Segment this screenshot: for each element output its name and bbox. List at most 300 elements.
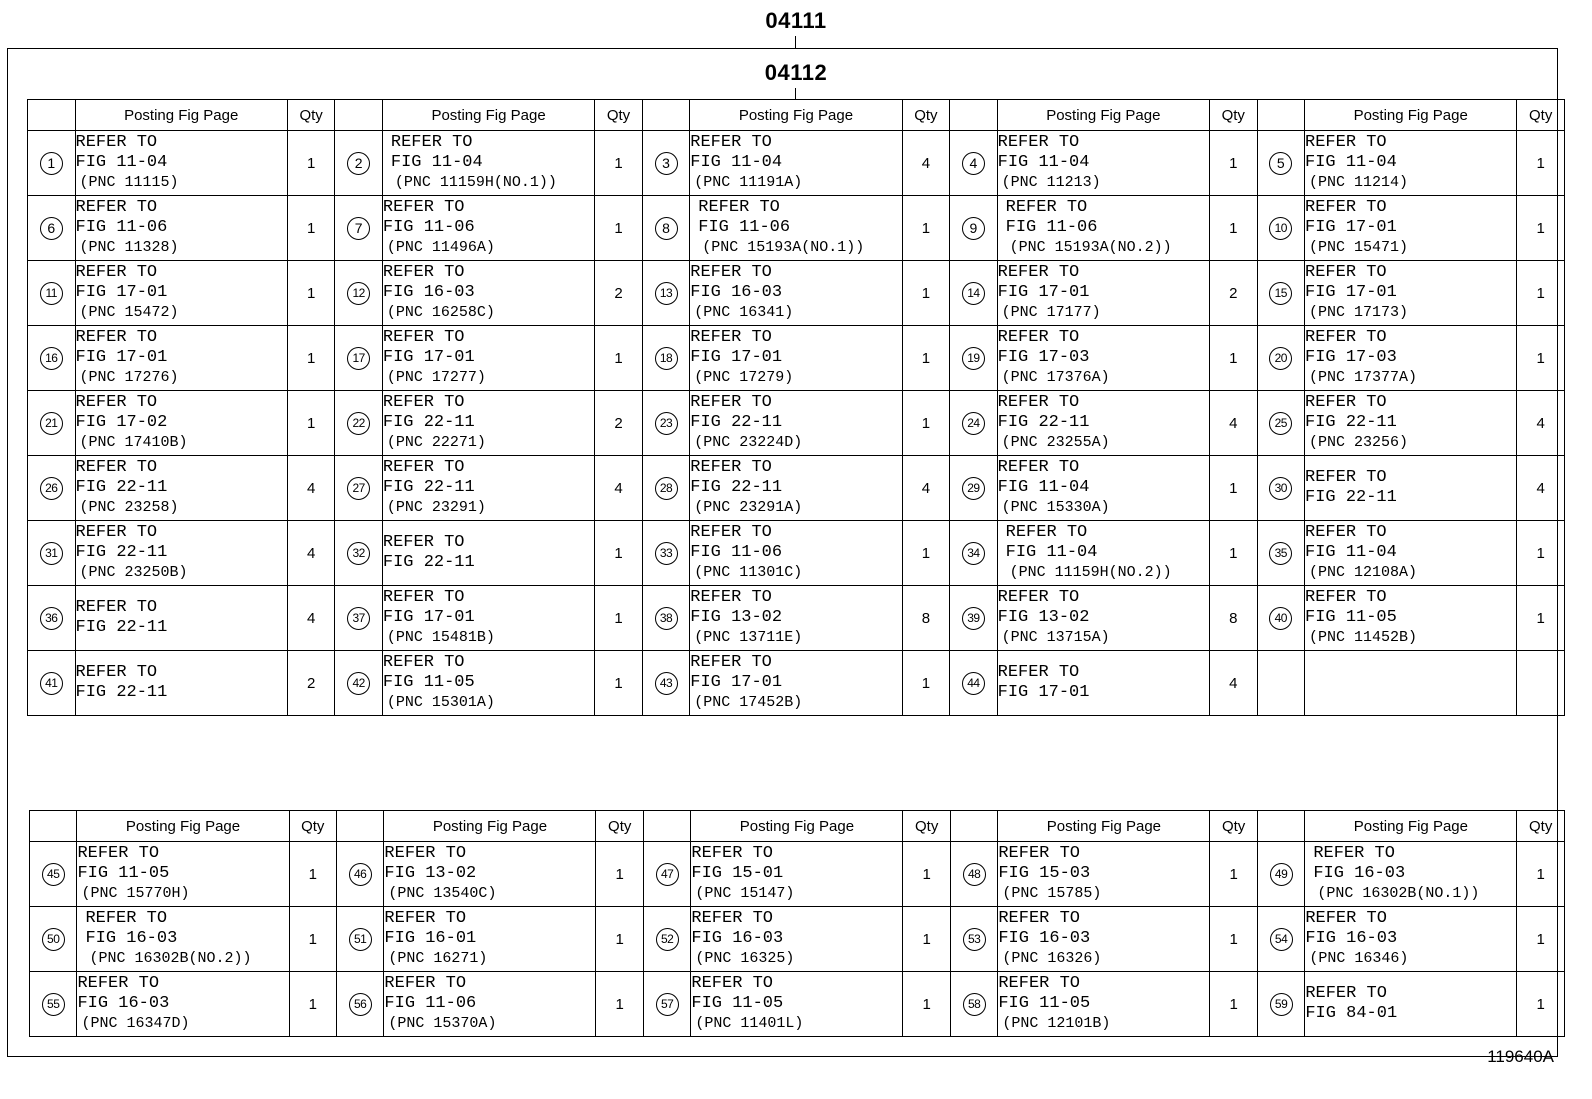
qty-cell: 1 xyxy=(289,907,336,972)
header-qty: Qty xyxy=(595,100,643,131)
refer-to-text: REFER TO xyxy=(384,909,467,928)
qty-cell: 1 xyxy=(903,972,950,1037)
posting-fig-page-cell xyxy=(75,391,287,456)
item-number-badge: 5 xyxy=(1269,152,1292,175)
pnc-code: (PNC 17277) xyxy=(386,369,486,386)
posting-fig-page-cell xyxy=(1305,907,1517,972)
fig-reference[interactable]: FIG 16-03 xyxy=(77,994,170,1013)
pnc-code: (PNC 17276) xyxy=(79,369,179,386)
figure-id: 119640A xyxy=(1487,1047,1554,1066)
refer-to-text: REFER TO xyxy=(998,909,1080,928)
posting-fig-page-cell xyxy=(998,842,1210,907)
item-number-badge: 30 xyxy=(1269,477,1292,500)
item-number-badge: 13 xyxy=(655,282,678,305)
qty-cell: 1 xyxy=(903,842,950,907)
fig-reference[interactable]: FIG 17-01 xyxy=(997,283,1090,302)
pnc-code: (PNC 15785) xyxy=(1002,885,1102,902)
refer-to-text: REFER TO xyxy=(75,523,158,542)
fig-reference[interactable]: FIG 11-05 xyxy=(382,673,475,692)
qty-cell: 2 xyxy=(1209,261,1257,326)
item-number-cell xyxy=(28,456,76,521)
qty-cell: 4 xyxy=(287,456,335,521)
qty-cell: 4 xyxy=(287,521,335,586)
header-posting-fig-page: Posting Fig Page xyxy=(691,811,903,842)
qty-cell: 1 xyxy=(902,326,950,391)
item-number-badge: 48 xyxy=(963,863,986,886)
qty-cell: 1 xyxy=(1517,907,1565,972)
pnc-code: (PNC 12108A) xyxy=(1309,564,1418,581)
item-number-cell xyxy=(1257,972,1304,1037)
item-number-cell xyxy=(1257,196,1305,261)
item-number-cell xyxy=(335,651,383,716)
item-number-badge: 21 xyxy=(40,412,63,435)
refer-to-text: REFER TO xyxy=(384,844,467,863)
qty-cell: 1 xyxy=(902,651,950,716)
item-number-badge: 58 xyxy=(963,993,986,1016)
item-number-badge: 8 xyxy=(655,217,678,240)
fig-reference[interactable]: FIG 11-04 xyxy=(997,153,1090,172)
item-number-cell xyxy=(1257,261,1305,326)
item-number-badge: 47 xyxy=(656,863,679,886)
refer-to-text: REFER TO xyxy=(1005,523,1088,542)
header-num-blank xyxy=(642,100,690,131)
item-number-badge: 34 xyxy=(962,542,985,565)
fig-reference[interactable]: FIG 17-01 xyxy=(690,673,783,692)
header-num-blank xyxy=(335,100,383,131)
pnc-code: (PNC 17376A) xyxy=(1001,369,1110,386)
pnc-code: (PNC 11159H(NO.2)) xyxy=(1009,564,1172,581)
pnc-code: (PNC 11214) xyxy=(1309,174,1409,191)
item-number-badge: 1 xyxy=(40,152,63,175)
header-qty: Qty xyxy=(1517,811,1565,842)
table-row xyxy=(28,261,1565,326)
fig-reference[interactable]: FIG 16-01 xyxy=(384,929,477,948)
item-number-badge: 9 xyxy=(962,217,985,240)
item-number-badge: 28 xyxy=(655,477,678,500)
header-posting-fig-page: Posting Fig Page xyxy=(998,811,1210,842)
fig-reference[interactable]: FIG 11-06 xyxy=(75,218,168,237)
pnc-code: (PNC 15147) xyxy=(695,885,795,902)
refer-to-text: REFER TO xyxy=(998,844,1080,863)
pnc-code: (PNC 11328) xyxy=(79,239,179,256)
fig-reference[interactable]: FIG 22-11 xyxy=(382,478,475,497)
item-number-cell xyxy=(1257,326,1305,391)
fig-reference[interactable]: FIG 11-05 xyxy=(691,994,784,1013)
fig-reference[interactable]: FIG 17-01 xyxy=(75,283,168,302)
qty-cell: 1 xyxy=(1517,972,1565,1037)
posting-fig-page-cell xyxy=(1305,521,1517,586)
posting-fig-page-cell xyxy=(1305,456,1517,521)
item-number-cell xyxy=(335,261,383,326)
posting-fig-page-cell xyxy=(1305,196,1517,261)
pnc-code: (PNC 23250B) xyxy=(79,564,188,581)
pnc-code: (PNC 23291) xyxy=(386,499,486,516)
fig-reference[interactable]: FIG 22-11 xyxy=(1305,488,1397,507)
item-number-badge: 49 xyxy=(1270,863,1293,886)
header-qty: Qty xyxy=(902,100,950,131)
item-number-badge: 50 xyxy=(42,928,65,951)
fig-reference[interactable]: FIG 22-11 xyxy=(1305,413,1397,432)
refer-to-text: REFER TO xyxy=(75,328,158,347)
fig-reference[interactable]: FIG 22-11 xyxy=(75,478,168,497)
item-number-badge: 38 xyxy=(655,607,678,630)
item-number-badge: 40 xyxy=(1269,607,1292,630)
fig-reference[interactable]: FIG 11-06 xyxy=(690,543,783,562)
fig-reference[interactable]: FIG 11-05 xyxy=(77,864,170,883)
posting-fig-page-cell xyxy=(75,521,287,586)
item-number-cell xyxy=(335,456,383,521)
item-number-cell xyxy=(28,196,76,261)
item-number-badge: 12 xyxy=(347,282,370,305)
fig-reference[interactable]: FIG 13-02 xyxy=(384,864,477,883)
header-posting-fig-page: Posting Fig Page xyxy=(382,100,594,131)
fig-reference[interactable]: FIG 11-06 xyxy=(382,218,475,237)
refer-to-text: REFER TO xyxy=(1305,523,1387,542)
fig-reference[interactable]: FIG 11-04 xyxy=(1005,543,1098,562)
pnc-code: (PNC 23256) xyxy=(1309,434,1409,451)
item-number-cell xyxy=(950,456,998,521)
qty-cell: 1 xyxy=(1210,842,1257,907)
posting-fig-page-cell xyxy=(690,196,902,261)
item-number-badge: 45 xyxy=(42,863,65,886)
assembly-code: 04111 xyxy=(765,8,827,33)
pnc-code: (PNC 17377A) xyxy=(1309,369,1418,386)
qty-cell: 1 xyxy=(1209,131,1257,196)
fig-reference[interactable]: FIG 11-04 xyxy=(1305,153,1397,172)
fig-reference[interactable]: FIG 22-11 xyxy=(75,543,168,562)
fig-reference[interactable]: FIG 11-06 xyxy=(384,994,477,1013)
posting-fig-page-cell xyxy=(382,586,594,651)
item-number-cell xyxy=(642,261,690,326)
fig-reference[interactable]: FIG 13-02 xyxy=(690,608,783,627)
posting-fig-page-cell xyxy=(75,586,287,651)
assembly-connector-line xyxy=(795,36,796,48)
item-number-cell xyxy=(1257,586,1305,651)
item-number-badge: 23 xyxy=(655,412,678,435)
fig-reference[interactable]: FIG 17-03 xyxy=(1305,348,1397,367)
fig-reference[interactable]: FIG 16-03 xyxy=(382,283,475,302)
qty-cell: 1 xyxy=(595,131,643,196)
qty-cell: 1 xyxy=(289,842,336,907)
posting-fig-page-cell xyxy=(690,326,902,391)
qty-cell: 1 xyxy=(1517,586,1565,651)
item-number-cell xyxy=(950,391,998,456)
fig-reference[interactable]: FIG 17-01 xyxy=(1305,283,1397,302)
fig-reference[interactable]: FIG 17-01 xyxy=(1305,218,1397,237)
fig-reference[interactable]: FIG 11-04 xyxy=(997,478,1090,497)
item-number-badge: 55 xyxy=(42,993,65,1016)
qty-cell: 1 xyxy=(903,907,950,972)
pnc-code: (PNC 17177) xyxy=(1001,304,1101,321)
refer-to-text: REFER TO xyxy=(690,133,772,152)
refer-to-text: REFER TO xyxy=(384,974,467,993)
refer-to-text: REFER TO xyxy=(77,974,160,993)
pnc-code: (PNC 16347D) xyxy=(81,1015,190,1032)
refer-to-text: REFER TO xyxy=(1305,198,1387,217)
refer-to-text: REFER TO xyxy=(390,133,473,152)
qty-cell: 1 xyxy=(1209,326,1257,391)
qty-cell: 1 xyxy=(596,842,643,907)
qty-cell: 4 xyxy=(1209,391,1257,456)
item-number-cell xyxy=(1257,651,1305,716)
header-posting-fig-page: Posting Fig Page xyxy=(77,811,289,842)
item-number-badge: 3 xyxy=(655,152,678,175)
refer-to-text: REFER TO xyxy=(997,588,1080,607)
item-number-cell xyxy=(335,586,383,651)
item-number-badge: 51 xyxy=(349,928,372,951)
refer-to-text: REFER TO xyxy=(1305,393,1387,412)
posting-fig-page-cell xyxy=(997,131,1209,196)
pnc-code: (PNC 15770H) xyxy=(81,885,190,902)
refer-to-text: REFER TO xyxy=(75,263,158,282)
refer-to-text: REFER TO xyxy=(997,458,1080,477)
item-number-cell xyxy=(950,131,998,196)
refer-to-text: REFER TO xyxy=(1313,844,1395,863)
parts-table-upper xyxy=(27,99,1565,716)
item-number-badge: 39 xyxy=(962,607,985,630)
fig-reference[interactable]: FIG 11-06 xyxy=(1005,218,1098,237)
refer-to-text: REFER TO xyxy=(698,198,780,217)
posting-fig-page-cell xyxy=(75,196,287,261)
item-number-badge: 32 xyxy=(347,542,370,565)
fig-reference[interactable]: FIG 22-11 xyxy=(382,553,475,572)
posting-fig-page-cell xyxy=(382,261,594,326)
table-row xyxy=(28,651,1565,716)
header-num-blank xyxy=(643,811,690,842)
posting-fig-page-cell xyxy=(690,521,902,586)
qty-cell: 1 xyxy=(287,326,335,391)
posting-fig-page-cell xyxy=(997,586,1209,651)
pnc-code: (PNC 23255A) xyxy=(1001,434,1110,451)
fig-reference[interactable]: FIG 16-03 xyxy=(690,283,783,302)
header-qty: Qty xyxy=(1210,811,1257,842)
refer-to-text: REFER TO xyxy=(1005,198,1088,217)
item-number-cell xyxy=(28,131,76,196)
item-number-badge: 19 xyxy=(962,347,985,370)
posting-fig-page-cell xyxy=(75,651,287,716)
refer-to-text: REFER TO xyxy=(998,974,1080,993)
pnc-code: (PNC 15471) xyxy=(1309,239,1409,256)
refer-to-text: REFER TO xyxy=(997,263,1080,282)
refer-to-text: REFER TO xyxy=(77,844,160,863)
fig-reference[interactable]: FIG 16-03 xyxy=(85,929,178,948)
refer-to-text: REFER TO xyxy=(75,458,158,477)
refer-to-text: REFER TO xyxy=(690,328,772,347)
qty-cell: 1 xyxy=(595,651,643,716)
qty-cell: 1 xyxy=(1209,196,1257,261)
header-posting-fig-page: Posting Fig Page xyxy=(384,811,596,842)
refer-to-text: REFER TO xyxy=(691,844,774,863)
item-number-badge: 44 xyxy=(962,672,985,695)
header-qty: Qty xyxy=(1209,100,1257,131)
refer-to-text: REFER TO xyxy=(382,588,465,607)
posting-fig-page-cell xyxy=(1305,131,1517,196)
item-number-cell xyxy=(336,842,383,907)
pnc-code: (PNC 13711E) xyxy=(694,629,803,646)
fig-reference[interactable]: FIG 22-11 xyxy=(382,413,475,432)
fig-reference[interactable]: FIG 22-11 xyxy=(997,413,1090,432)
refer-to-text: REFER TO xyxy=(382,533,465,552)
qty-cell: 4 xyxy=(287,586,335,651)
fig-reference[interactable]: FIG 16-03 xyxy=(1313,864,1406,883)
table-row xyxy=(28,521,1565,586)
posting-fig-page-cell xyxy=(997,391,1209,456)
fig-reference[interactable]: FIG 17-01 xyxy=(382,348,475,367)
fig-reference[interactable]: FIG 16-03 xyxy=(1305,929,1398,948)
qty-cell: 1 xyxy=(595,326,643,391)
posting-fig-page-cell xyxy=(997,261,1209,326)
refer-to-text: REFER TO xyxy=(690,263,772,282)
posting-fig-page-cell xyxy=(1305,261,1517,326)
fig-reference[interactable]: FIG 17-01 xyxy=(690,348,783,367)
item-number-cell xyxy=(335,521,383,586)
item-number-cell xyxy=(950,521,998,586)
item-number-badge: 36 xyxy=(40,607,63,630)
item-number-cell xyxy=(335,131,383,196)
posting-fig-page-cell xyxy=(382,196,594,261)
item-number-cell xyxy=(335,326,383,391)
fig-reference[interactable]: FIG 17-02 xyxy=(75,413,168,432)
fig-reference[interactable]: FIG 17-01 xyxy=(382,608,475,627)
item-number-cell xyxy=(336,972,383,1037)
refer-to-text: REFER TO xyxy=(75,393,158,412)
fig-reference[interactable]: FIG 17-03 xyxy=(997,348,1090,367)
item-number-cell xyxy=(642,391,690,456)
fig-reference[interactable]: FIG 15-03 xyxy=(998,864,1091,883)
posting-fig-page-cell xyxy=(382,391,594,456)
item-number-cell xyxy=(1257,131,1305,196)
item-number-cell xyxy=(950,907,997,972)
refer-to-text: REFER TO xyxy=(1305,588,1387,607)
posting-fig-page-cell xyxy=(75,456,287,521)
qty-cell: 1 xyxy=(1517,521,1565,586)
posting-fig-page-cell xyxy=(690,131,902,196)
fig-reference[interactable]: FIG 16-03 xyxy=(998,929,1091,948)
header-qty: Qty xyxy=(596,811,643,842)
item-number-cell xyxy=(642,196,690,261)
item-number-cell xyxy=(30,972,77,1037)
pnc-code: (PNC 23291A) xyxy=(694,499,803,516)
posting-fig-page-cell xyxy=(1305,586,1517,651)
pnc-code: (PNC 15370A) xyxy=(388,1015,497,1032)
pnc-code: (PNC 15481B) xyxy=(386,629,495,646)
fig-reference[interactable]: FIG 22-11 xyxy=(75,618,168,637)
item-number-badge: 33 xyxy=(655,542,678,565)
posting-fig-page-cell xyxy=(384,907,596,972)
item-number-cell xyxy=(1257,521,1305,586)
qty-cell: 1 xyxy=(595,196,643,261)
item-number-badge: 46 xyxy=(349,863,372,886)
fig-reference[interactable]: FIG 22-11 xyxy=(690,478,783,497)
refer-to-text: REFER TO xyxy=(382,328,465,347)
item-number-cell xyxy=(28,391,76,456)
qty-cell: 1 xyxy=(1517,261,1565,326)
fig-reference[interactable]: FIG 22-11 xyxy=(690,413,783,432)
qty-cell: 1 xyxy=(1209,456,1257,521)
item-number-badge: 29 xyxy=(962,477,985,500)
table-row xyxy=(30,972,1565,1037)
pnc-code: (PNC 12101B) xyxy=(1002,1015,1111,1032)
pnc-code: (PNC 17173) xyxy=(1309,304,1409,321)
header-num-blank xyxy=(950,811,997,842)
posting-fig-page-cell xyxy=(77,842,289,907)
item-number-cell xyxy=(28,521,76,586)
qty-cell: 2 xyxy=(287,651,335,716)
item-number-badge: 43 xyxy=(655,672,678,695)
fig-reference[interactable]: FIG 11-04 xyxy=(75,153,168,172)
header-num-blank xyxy=(336,811,383,842)
fig-reference[interactable]: FIG 11-04 xyxy=(690,153,783,172)
item-number-cell xyxy=(28,651,76,716)
qty-cell: 2 xyxy=(595,391,643,456)
qty-cell: 2 xyxy=(595,261,643,326)
item-number-cell xyxy=(950,326,998,391)
qty-cell: 8 xyxy=(902,586,950,651)
qty-cell: 1 xyxy=(1517,842,1565,907)
refer-to-text: REFER TO xyxy=(1305,909,1387,928)
refer-to-text: REFER TO xyxy=(85,909,168,928)
item-number-cell xyxy=(642,131,690,196)
fig-reference[interactable]: FIG 16-03 xyxy=(691,929,784,948)
fig-reference[interactable]: FIG 17-01 xyxy=(997,683,1090,702)
posting-fig-page-cell xyxy=(690,651,902,716)
refer-to-text: REFER TO xyxy=(75,133,158,152)
qty-cell: 1 xyxy=(287,391,335,456)
qty-cell: 1 xyxy=(1517,196,1565,261)
item-number-badge: 22 xyxy=(347,412,370,435)
item-number-cell xyxy=(1257,391,1305,456)
pnc-code: (PNC 11115) xyxy=(79,174,179,191)
fig-reference[interactable]: FIG 11-05 xyxy=(1305,608,1397,627)
qty-cell: 1 xyxy=(1517,326,1565,391)
posting-fig-page-cell xyxy=(77,907,289,972)
fig-reference[interactable]: FIG 13-02 xyxy=(997,608,1090,627)
table-row xyxy=(30,842,1565,907)
fig-reference[interactable]: FIG 15-01 xyxy=(691,864,784,883)
qty-cell: 1 xyxy=(902,196,950,261)
refer-to-text: REFER TO xyxy=(690,523,772,542)
refer-to-text: REFER TO xyxy=(382,263,465,282)
posting-fig-page-cell xyxy=(75,131,287,196)
posting-fig-page-cell xyxy=(691,972,903,1037)
posting-fig-page-cell xyxy=(382,326,594,391)
item-number-cell xyxy=(950,196,998,261)
pnc-code: (PNC 16302B(NO.2)) xyxy=(89,950,252,967)
fig-reference[interactable]: FIG 17-01 xyxy=(75,348,168,367)
item-number-cell xyxy=(642,586,690,651)
posting-fig-page-cell xyxy=(690,261,902,326)
item-number-badge: 59 xyxy=(1270,993,1293,1016)
refer-to-text: REFER TO xyxy=(691,909,774,928)
refer-to-text: REFER TO xyxy=(1305,328,1387,347)
refer-to-text: REFER TO xyxy=(997,133,1080,152)
table-row xyxy=(28,131,1565,196)
qty-cell: 1 xyxy=(287,261,335,326)
qty-cell: 1 xyxy=(287,196,335,261)
qty-cell: 1 xyxy=(289,972,336,1037)
fig-reference[interactable]: FIG 11-04 xyxy=(390,153,483,172)
fig-reference[interactable]: FIG 11-06 xyxy=(698,218,791,237)
fig-reference[interactable]: FIG 84-01 xyxy=(1305,1004,1398,1023)
item-number-cell xyxy=(642,456,690,521)
header-row xyxy=(28,100,1565,131)
item-number-badge: 14 xyxy=(962,282,985,305)
item-number-badge: 27 xyxy=(347,477,370,500)
fig-reference[interactable]: FIG 11-04 xyxy=(1305,543,1397,562)
fig-reference[interactable]: FIG 11-05 xyxy=(998,994,1091,1013)
qty-cell xyxy=(1517,651,1565,716)
fig-reference[interactable]: FIG 22-11 xyxy=(75,683,168,702)
